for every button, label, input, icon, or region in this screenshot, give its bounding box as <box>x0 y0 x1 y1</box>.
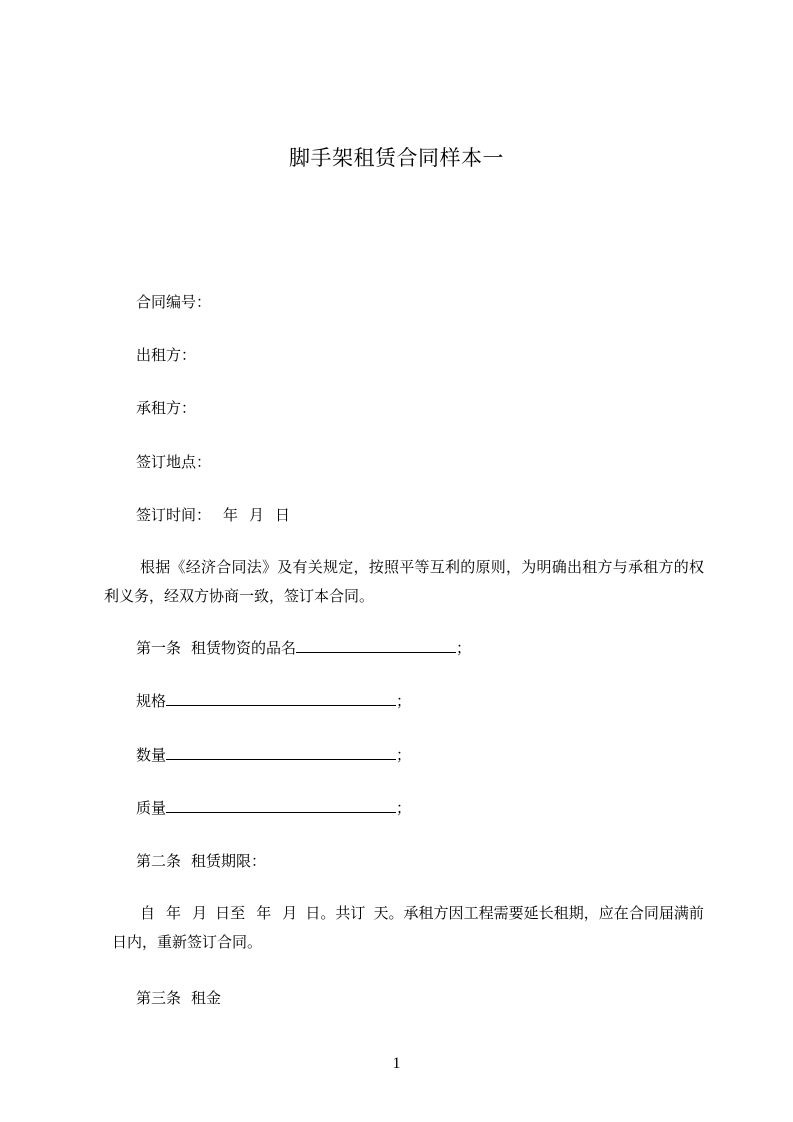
semicolon: ； <box>396 799 412 817</box>
article3-title: 租金 <box>191 989 222 1007</box>
term-day2: 日。共订 <box>305 904 366 922</box>
term-year: 年 <box>166 904 182 922</box>
article3-heading: 第三条 <box>136 989 182 1007</box>
document-title: 脚手架租赁合同样本一 <box>289 146 504 170</box>
lessee-field <box>136 398 196 418</box>
specs-label: 规格 <box>136 692 167 710</box>
semicolon: ； <box>396 692 412 710</box>
lessee-label: 承租方： <box>136 399 197 417</box>
article1-item-line <box>136 638 471 658</box>
sign-place-field <box>136 452 211 472</box>
article2-paragraph <box>104 899 704 957</box>
preamble-paragraph: 根据《经济合同法》及有关规定，按照平等互利的原则，为明确出租方与承租方的权利义务，经双方协商一致，签订本合同。 <box>104 558 704 605</box>
page-number: 1 <box>392 1055 401 1072</box>
lessor-field <box>136 345 196 365</box>
contract-number-field <box>136 292 211 312</box>
term-end: 日内，重新签订合同。 <box>112 933 263 951</box>
lessor-label: 出租方： <box>136 346 197 364</box>
semicolon: ； <box>456 639 472 657</box>
semicolon: ； <box>396 746 412 764</box>
item-name-blank <box>296 638 456 653</box>
term-day-to: 日至 <box>215 904 246 922</box>
quantity-label: 数量 <box>136 746 167 764</box>
sign-time-field <box>136 505 290 525</box>
sign-month: 月 <box>249 506 265 524</box>
term-rest: 天。承租方因工程需要延长租期，应在合同届满前 <box>373 904 704 922</box>
sign-place-label: 签订地点： <box>136 453 212 471</box>
article2-title: 租赁期限： <box>191 852 267 870</box>
specs-line <box>136 691 411 711</box>
article1-item-label: 租赁物资的品名 <box>191 639 297 657</box>
term-year2: 年 <box>256 904 272 922</box>
article2-heading: 第二条 <box>136 852 182 870</box>
sign-year: 年 <box>223 506 239 524</box>
specs-blank <box>166 691 396 706</box>
quality-blank <box>166 798 396 813</box>
term-from: 自 <box>140 904 156 922</box>
quantity-blank <box>166 745 396 760</box>
quality-line <box>136 798 411 818</box>
sign-time-label: 签订时间： <box>136 506 212 524</box>
contract-number-label: 合同编号： <box>136 293 212 311</box>
quality-label: 质量 <box>136 799 167 817</box>
article1-heading: 第一条 <box>136 639 182 657</box>
sign-day: 日 <box>275 506 291 524</box>
term-month: 月 <box>192 904 208 922</box>
quantity-line <box>136 745 411 765</box>
article2-heading-line <box>136 851 266 871</box>
term-month2: 月 <box>282 904 298 922</box>
article3-heading-line <box>136 988 221 1008</box>
